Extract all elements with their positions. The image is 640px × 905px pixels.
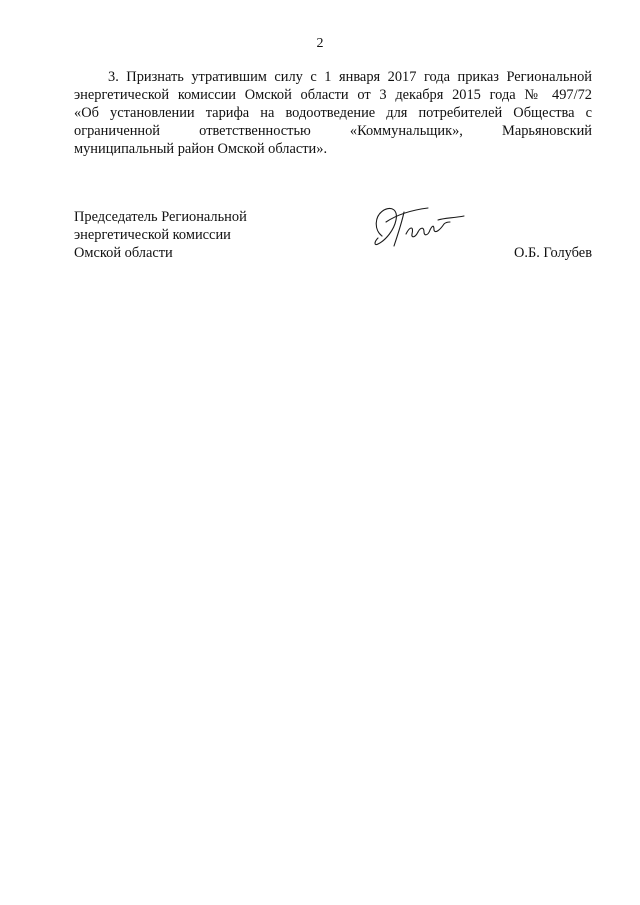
signer-title-line-1: Председатель Региональной — [74, 209, 247, 225]
order-paragraph — [74, 68, 592, 158]
signer-title-line-3: Омской области — [74, 245, 173, 261]
handwritten-signature-icon — [368, 200, 478, 256]
paragraph-line-4: ограниченной ответственностью «Коммунальщик», Марьяновский — [74, 123, 592, 139]
signer-name: О.Б. Голубев — [513, 245, 592, 261]
paragraph-line-1: 3. Признать утратившим силу с 1 января 2017 года приказ Региональной — [108, 69, 592, 85]
signature-block — [74, 208, 592, 268]
signer-title — [74, 208, 247, 262]
page-number: 2 — [316, 36, 324, 51]
paragraph-line-5: муниципальный район Омской области». — [74, 141, 328, 157]
signer-title-line-2: энергетической комиссии — [74, 227, 231, 243]
paragraph-line-2: энергетической комиссии Омской области от 3 декабря 2015 года № 497/72 — [74, 87, 592, 103]
paragraph-line-3: «Об установлении тарифа на водоотведение для потребителей Общества с — [74, 105, 592, 121]
